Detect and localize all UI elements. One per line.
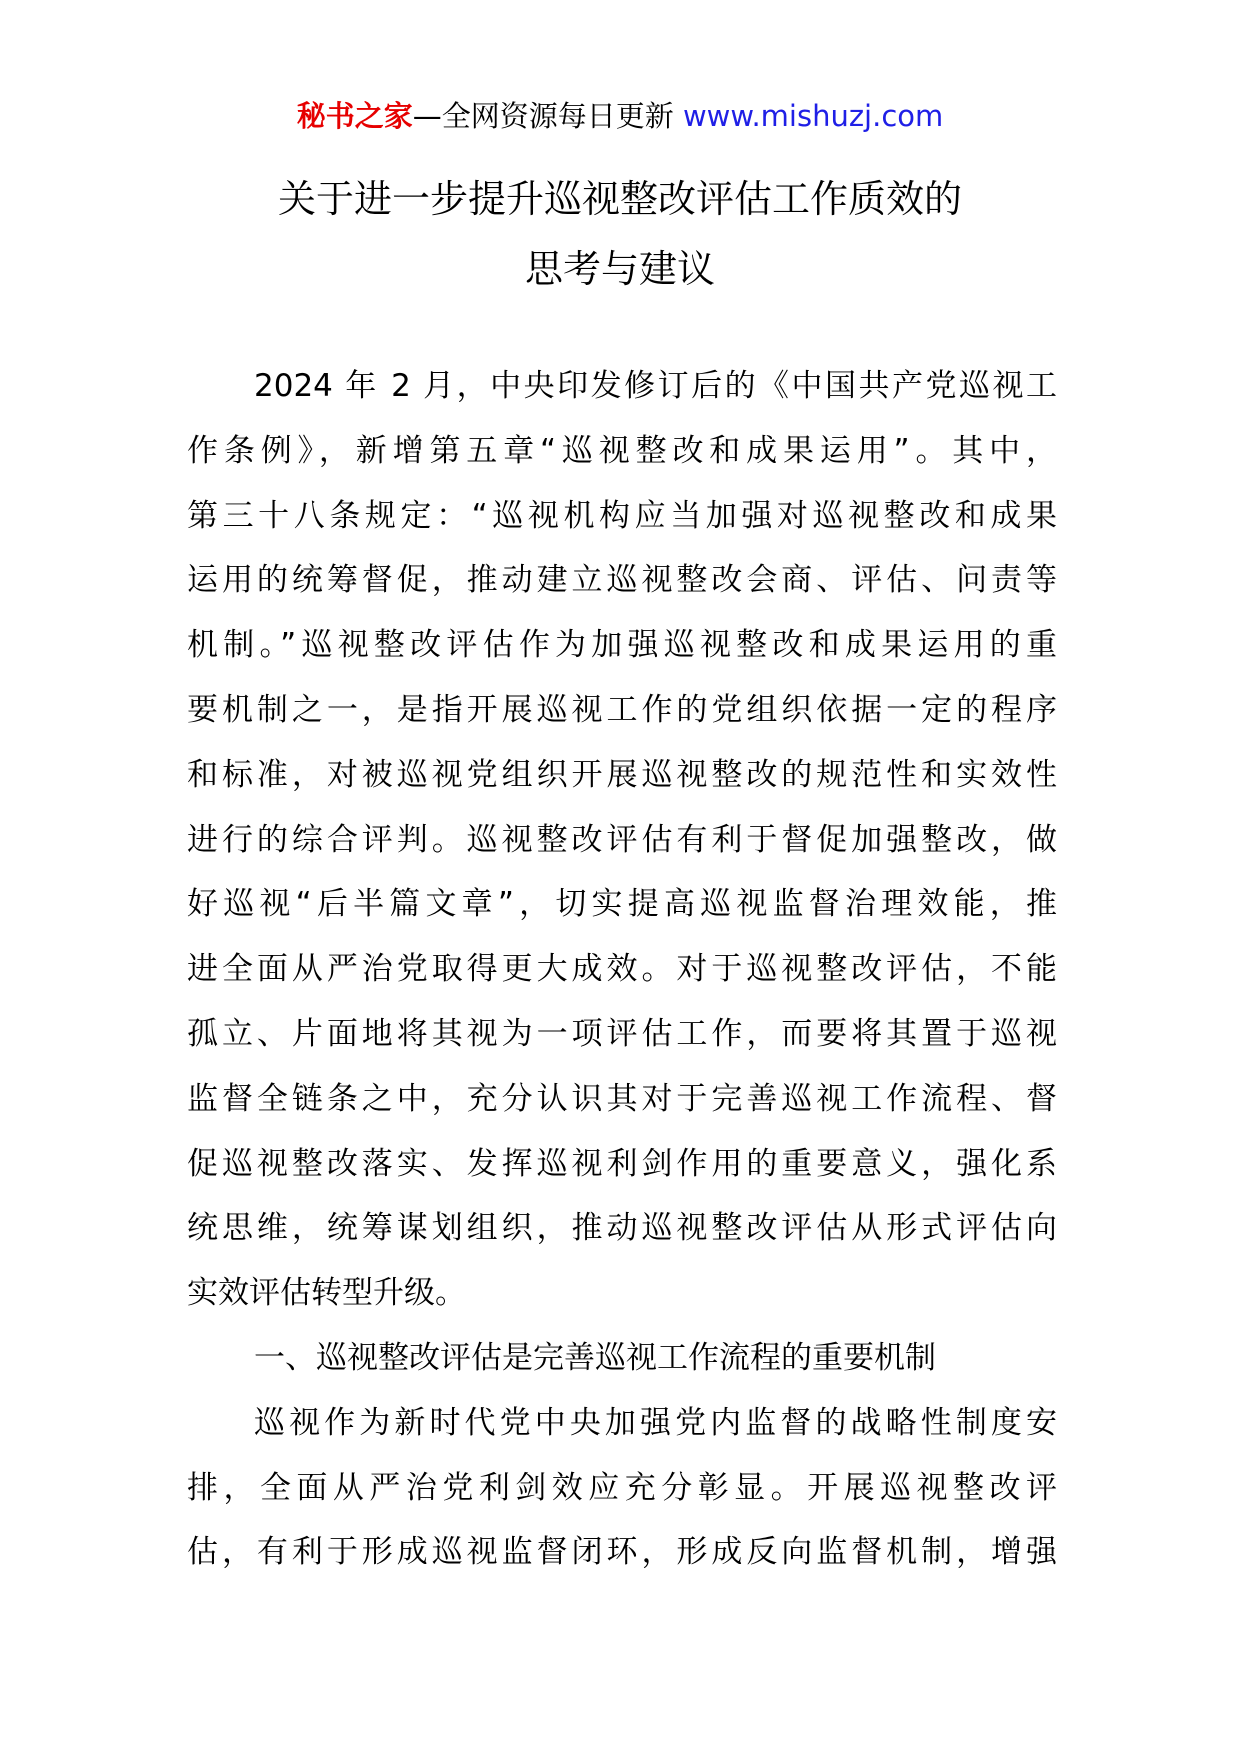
- paragraph-line: 巡视作为新时代党中央加强党内监督的战略性制度安: [254, 1404, 1057, 1441]
- paragraph-line: 统思维，统筹谋划组织，推动巡视整改评估从形式评估向: [187, 1210, 1057, 1247]
- site-tagline: —全网资源每日更新: [412, 99, 683, 133]
- paragraph-line: 监督全链条之中，充分认识其对于完善巡视工作流程、督: [187, 1080, 1057, 1117]
- paragraph-line: 估，有利于形成巡视监督闭环，形成反向监督机制，增强: [187, 1534, 1057, 1571]
- paragraph-line: 作条例》，新增第五章“巡视整改和成果运用”。其中，: [187, 432, 1057, 469]
- paragraph-line: 要机制之一，是指开展巡视工作的党组织依据一定的程序: [187, 691, 1057, 728]
- site-brand: 秘书之家: [296, 99, 413, 133]
- paragraph-line: 第三十八条规定：“巡视机构应当加强对巡视整改和成果: [187, 497, 1057, 534]
- document-title-line-2: 思考与建议: [524, 247, 715, 291]
- paragraph-line: 好巡视“后半篇文章”，切实提高巡视监督治理效能，推: [187, 886, 1057, 923]
- paragraph-line: 促巡视整改落实、发挥巡视利剑作用的重要意义，强化系: [187, 1145, 1057, 1182]
- document-body: [187, 354, 1057, 1585]
- paragraph-line: 进行的综合评判。巡视整改评估有利于督促加强整改，做: [187, 821, 1057, 858]
- paragraph-line: 孤立、片面地将其视为一项评估工作，而要将其置于巡视: [187, 1015, 1057, 1052]
- paragraph-line: 实效评估转型升级。: [187, 1275, 466, 1312]
- site-header: [0, 96, 1240, 136]
- paragraph-line: 和标准，对被巡视党组织开展巡视整改的规范性和实效性: [187, 756, 1057, 793]
- paragraph-line: 运用的统筹督促，推动建立巡视整改会商、评估、问责等: [187, 562, 1057, 599]
- paragraph-line: 进全面从严治党取得更大成效。对于巡视整改评估，不能: [187, 951, 1057, 988]
- section-heading: 一、巡视整改评估是完善巡视工作流程的重要机制: [254, 1339, 936, 1376]
- paragraph-line: 排，全面从严治党利剑效应充分彰显。开展巡视整改评: [187, 1469, 1057, 1506]
- site-url-link[interactable]: www.mishuzj.com: [682, 99, 944, 133]
- document-title: [0, 164, 1240, 304]
- document-title-line-1: 关于进一步提升巡视整改评估工作质效的: [277, 177, 962, 221]
- paragraph-line: 2024 年 2 月，中央印发修订后的《中国共产党巡视工: [254, 368, 1057, 404]
- paragraph-line: 机制。”巡视整改评估作为加强巡视整改和成果运用的重: [187, 627, 1057, 664]
